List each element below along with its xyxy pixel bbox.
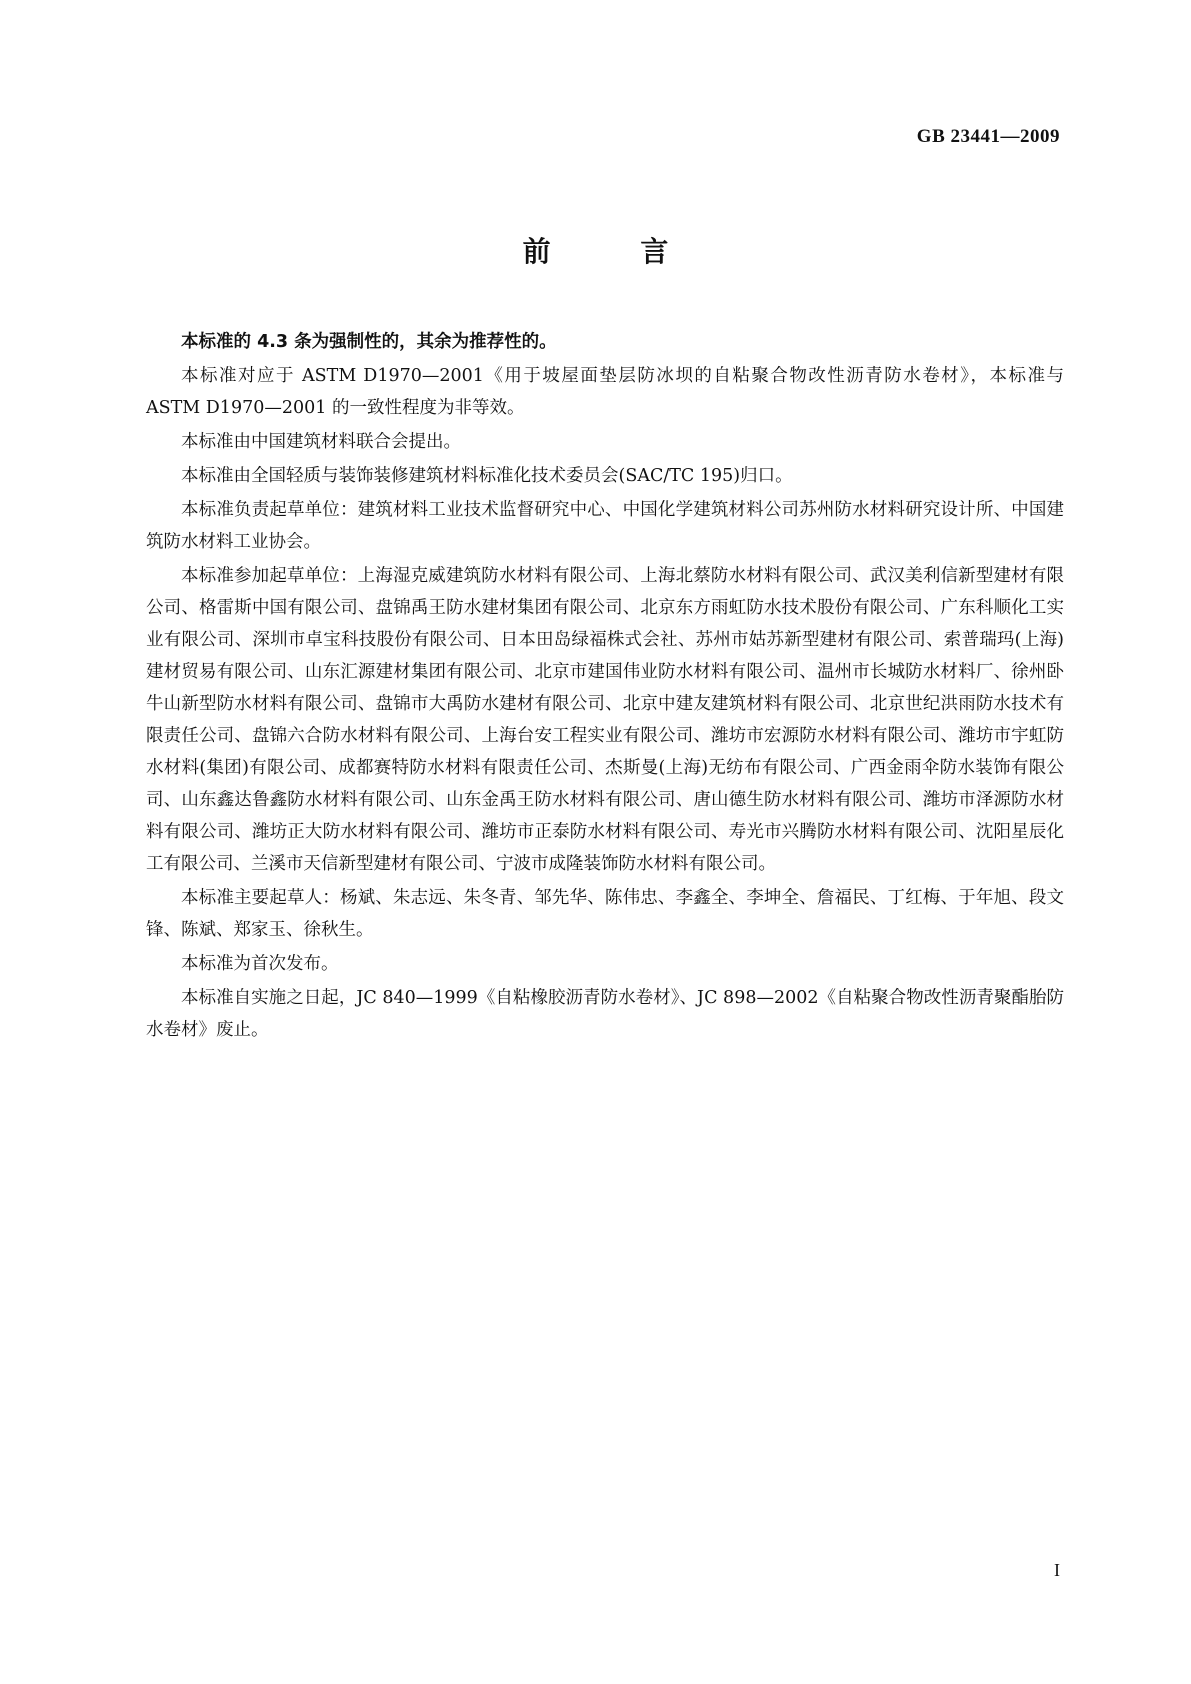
paragraph-committee: 本标准由全国轻质与装饰装修建筑材料标准化技术委员会(SAC/TC 195)归口。 (181, 466, 793, 486)
paragraph-superseded: 本标准自实施之日起，JC 840—1999《自粘橡胶沥青防水卷材》、JC 898—2002《自粘聚合物改性沥青聚酯胎防水卷材》废止。 (146, 988, 1064, 1040)
paragraph-mandatory-clause: 本标准的 4.3 条为强制性的，其余为推荐性的。 (181, 332, 557, 352)
paragraph-participating-drafters: 本标准参加起草单位：上海湿克威建筑防水材料有限公司、上海北蔡防水材料有限公司、武汉美利信新型建材有限公司、格雷斯中国有限公司、盘锦禹王防水建材集团有限公司、北京东方雨虹防水技术股份有限公司、广东科顺化工实业有限公司、深圳市卓宝科技股份有限公司、日本田岛绿福株式会社、苏州市姑苏新型建材有限公司、索普瑞玛(上海)建材贸易有限公司、山东汇源建材集团有限公司、北京市建国伟业防水材料有限公司、温州市长城防水材料厂、徐州卧牛山新型防水材料有限公司、盘锦市大禹防水建材有限公司、北京中建友建筑材料有限公司、北京世纪洪雨防水技术有限责任公司、盘锦六合防水材料有限公司、上海台安工程实业有限公司、潍坊市宏源防水材料有限公司、潍坊市宇虹防水材料(集团)有限公司、成都赛特防水材料有限责任公司、杰斯曼(上海)无纺布有限公司、广西金雨伞防水装饰有限公司、山东鑫达鲁鑫防水材料有限公司、山东金禹王防水材料有限公司、唐山德生防水材料有限公司、潍坊市泽源防水材料有限公司、潍坊正大防水材料有限公司、潍坊市正泰防水材料有限公司、寿光市兴腾防水材料有限公司、沈阳星辰化工有限公司、兰溪市天信新型建材有限公司、宁波市成隆装饰防水材料有限公司。 (146, 566, 1064, 874)
paragraph-first-release: 本标准为首次发布。 (181, 954, 339, 974)
page-number: I (1054, 1560, 1060, 1580)
paragraph-correspondence: 本标准对应于 ASTM D1970—2001《用于坡屋面垫层防冰坝的自粘聚合物改性沥青防水卷材》，本标准与 ASTM D1970—2001 的一致性程度为非等效。 (146, 366, 1064, 418)
paragraph-main-drafters: 本标准主要起草人：杨斌、朱志远、朱冬青、邹先华、陈伟忠、李鑫全、李坤全、詹福民、丁红梅、于年旭、段文锋、陈斌、郑家玉、徐秋生。 (146, 888, 1064, 940)
standard-number: GB 23441—2009 (916, 126, 1060, 147)
paragraph-lead-drafters: 本标准负责起草单位：建筑材料工业技术监督研究中心、中国化学建筑材料公司苏州防水材料研究设计所、中国建筑防水材料工业协会。 (146, 500, 1064, 552)
paragraph-proposer: 本标准由中国建筑材料联合会提出。 (181, 432, 461, 452)
foreword-body (146, 326, 1064, 1048)
page-title: 前 言 (522, 235, 709, 268)
